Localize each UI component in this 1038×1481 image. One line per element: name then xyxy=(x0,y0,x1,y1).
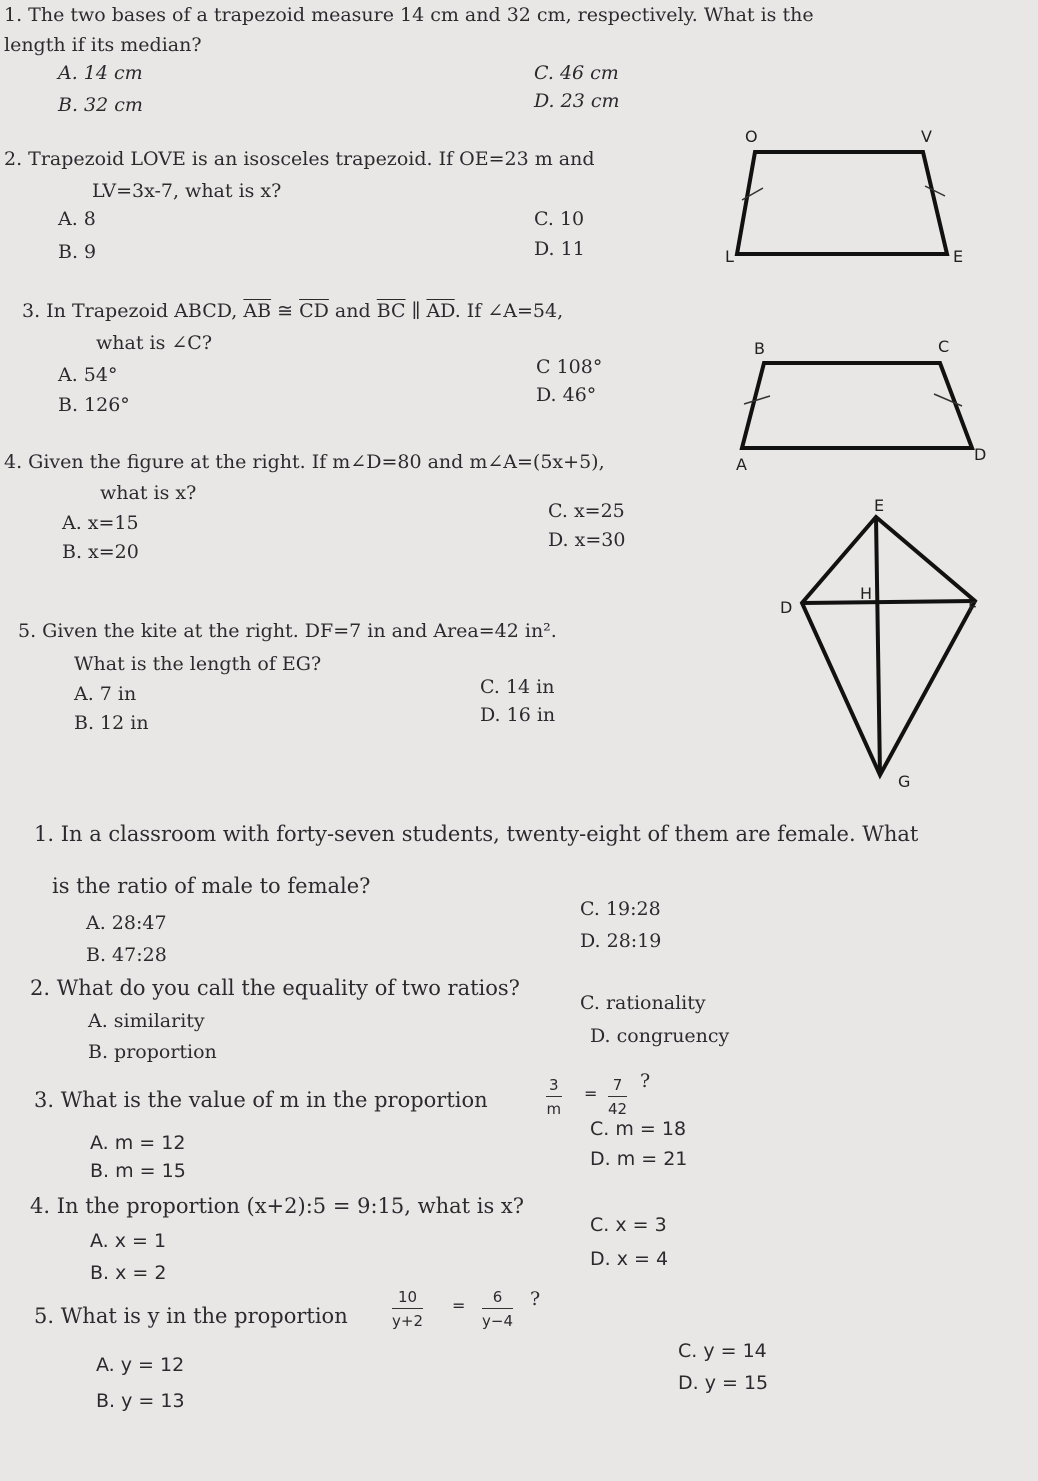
fraction-numerator: 7 xyxy=(608,1076,627,1097)
question-mark: ? xyxy=(530,1288,541,1310)
vertex-g: G xyxy=(898,772,911,791)
question-5-line-2: What is the length of EG? xyxy=(74,653,322,675)
and-word: and xyxy=(334,300,371,322)
question-3-line-2: what is ∠C? xyxy=(96,332,213,354)
question-2-choice-c[interactable]: C. 10 xyxy=(534,208,585,230)
ratio-question-2-choice-c[interactable]: C. rationality xyxy=(580,992,706,1014)
ratio-question-1-choice-c[interactable]: C. 19:28 xyxy=(580,898,661,920)
ratio-question-4-line-1: 4. In the proportion (x+2):5 = 9:15, what is x? xyxy=(30,1194,525,1218)
ratio-question-2-line-1: 2. What do you call the equality of two ratios? xyxy=(30,976,520,1000)
vertex-a: A xyxy=(736,455,747,474)
segment-cd: $\overline{CD}$ xyxy=(299,300,329,322)
ratio-question-5-line-1: 5. What is y in the proportion xyxy=(34,1304,348,1328)
ratio-question-1-choice-d[interactable]: D. 28:19 xyxy=(580,930,662,952)
vertex-b: B xyxy=(754,339,765,358)
question-3-line-1 xyxy=(22,302,563,321)
trapezoid-love-figure xyxy=(715,120,975,270)
ratio-question-4-choice-b[interactable]: B. x = 2 xyxy=(90,1262,167,1284)
question-1-choice-a[interactable]: A. 14 cm xyxy=(58,62,143,84)
question-3-stem: 3. In Trapezoid ABCD, xyxy=(22,300,238,322)
vertex-v: V xyxy=(921,127,932,146)
vertex-l: L xyxy=(725,247,734,266)
question-4-line-1: 4. Given the figure at the right. If m∠D=80 and m∠A=(5x+5), xyxy=(4,451,605,473)
ratio-question-2-choice-d[interactable]: D. congruency xyxy=(590,1025,730,1047)
fraction-numerator: 6 xyxy=(482,1288,513,1309)
vertex-e: E xyxy=(953,247,964,266)
question-1-choice-d[interactable]: D. 23 cm xyxy=(534,90,620,112)
ratio-question-1-choice-b[interactable]: B. 47:28 xyxy=(86,944,167,966)
fraction-7-over-42 xyxy=(608,1076,627,1118)
question-5-choice-c[interactable]: C. 14 in xyxy=(480,676,555,698)
question-4-choice-a[interactable]: A. x=15 xyxy=(62,512,139,534)
question-2-choice-b[interactable]: B. 9 xyxy=(58,241,97,263)
equals-sign: = xyxy=(452,1296,466,1315)
ratio-question-2-choice-a[interactable]: A. similarity xyxy=(88,1010,205,1032)
fraction-10-over-y-plus-2 xyxy=(392,1288,423,1330)
ratio-question-5-choice-c[interactable]: C. y = 14 xyxy=(678,1340,767,1362)
vertex-e: E xyxy=(874,496,885,515)
question-1-line-2: length if its median? xyxy=(4,34,202,56)
question-5-choice-a[interactable]: A. 7 in xyxy=(74,683,137,705)
vertex-d: D xyxy=(974,445,987,464)
fraction-denominator: y+2 xyxy=(392,1312,423,1330)
kite-shape xyxy=(802,517,978,775)
ratio-question-4-choice-c[interactable]: C. x = 3 xyxy=(590,1214,667,1236)
vertex-d: D xyxy=(780,598,793,617)
vertex-h: H xyxy=(860,584,873,603)
ratio-question-2-choice-b[interactable]: B. proportion xyxy=(88,1041,217,1063)
trapezoid-abcd-shape xyxy=(742,363,972,448)
question-3-condition: . If ∠A=54, xyxy=(454,300,564,322)
ratio-question-1-choice-a[interactable]: A. 28:47 xyxy=(86,912,167,934)
kite-diagonal-eg xyxy=(876,517,880,775)
parallel-symbol: ∥ xyxy=(411,300,421,322)
trapezoid-abcd-figure xyxy=(730,330,1000,480)
question-4-choice-d[interactable]: D. x=30 xyxy=(548,529,626,551)
question-5-line-1: 5. Given the kite at the right. DF=7 in and Area=42 in². xyxy=(18,620,557,642)
question-5-choice-d[interactable]: D. 16 in xyxy=(480,704,556,726)
fraction-6-over-y-minus-4 xyxy=(482,1288,513,1330)
question-4-choice-b[interactable]: B. x=20 xyxy=(62,541,139,563)
question-3-choice-b[interactable]: B. 126° xyxy=(58,394,130,416)
question-4-choice-c[interactable]: C. x=25 xyxy=(548,500,625,522)
fraction-numerator: 10 xyxy=(392,1288,423,1309)
congruent-symbol: ≅ xyxy=(277,300,294,322)
ratio-question-3-choice-a[interactable]: A. m = 12 xyxy=(90,1132,186,1154)
trapezoid-love-shape xyxy=(737,152,947,254)
ratio-question-4-choice-a[interactable]: A. x = 1 xyxy=(90,1230,167,1252)
equals-sign: = xyxy=(584,1084,598,1103)
vertex-o: O xyxy=(745,127,758,146)
question-2-choice-a[interactable]: A. 8 xyxy=(58,208,96,230)
ratio-question-5-choice-b[interactable]: B. y = 13 xyxy=(96,1390,185,1412)
vertex-f: F xyxy=(968,598,978,617)
segment-ab: $\overline{AB}$ xyxy=(243,300,272,322)
fraction-denominator: m xyxy=(546,1100,562,1118)
ratio-question-4-choice-d[interactable]: D. x = 4 xyxy=(590,1248,669,1270)
question-1-line-1: 1. The two bases of a trapezoid measure 14 cm and 32 cm, respectively. What is the xyxy=(4,4,814,26)
vertex-c: C xyxy=(938,337,950,356)
tick-mark-lo xyxy=(742,188,763,200)
question-3-choice-a[interactable]: A. 54° xyxy=(58,364,118,386)
question-1-choice-b[interactable]: B. 32 cm xyxy=(58,94,143,116)
kite-diagonal-df xyxy=(802,601,975,603)
ratio-question-5-choice-d[interactable]: D. y = 15 xyxy=(678,1372,769,1394)
fraction-3-over-m xyxy=(546,1076,562,1118)
question-1-choice-c[interactable]: C. 46 cm xyxy=(534,62,619,84)
question-3-choice-d[interactable]: D. 46° xyxy=(536,384,597,406)
segment-bc: $\overline{BC}$ xyxy=(376,300,406,322)
ratio-question-3-choice-c[interactable]: C. m = 18 xyxy=(590,1118,687,1140)
question-4-line-2: what is x? xyxy=(100,482,197,504)
ratio-question-3-choice-d[interactable]: D. m = 21 xyxy=(590,1148,688,1170)
question-2-line-1: 2. Trapezoid LOVE is an isosceles trapezoid. If OE=23 m and xyxy=(4,148,595,170)
segment-ad: $\overline{AD}$ xyxy=(426,300,455,322)
ratio-question-3-line-1: 3. What is the value of m in the proportion xyxy=(34,1088,488,1112)
ratio-question-3-choice-b[interactable]: B. m = 15 xyxy=(90,1160,186,1182)
question-2-choice-d[interactable]: D. 11 xyxy=(534,238,585,260)
kite-figure xyxy=(770,495,1000,795)
fraction-numerator: 3 xyxy=(546,1076,562,1097)
ratio-question-1-line-1: 1. In a classroom with forty-seven students, twenty-eight of them are female. What xyxy=(34,822,919,846)
ratio-question-1-line-2: is the ratio of male to female? xyxy=(52,874,371,898)
ratio-question-5-choice-a[interactable]: A. y = 12 xyxy=(96,1354,185,1376)
question-5-choice-b[interactable]: B. 12 in xyxy=(74,712,149,734)
question-3-choice-c[interactable]: C 108° xyxy=(536,356,603,378)
question-2-line-2: LV=3x-7, what is x? xyxy=(92,180,282,202)
tick-mark-cd xyxy=(934,394,962,406)
fraction-denominator: y−4 xyxy=(482,1312,513,1330)
fraction-denominator: 42 xyxy=(608,1100,628,1118)
question-mark: ? xyxy=(640,1070,651,1092)
